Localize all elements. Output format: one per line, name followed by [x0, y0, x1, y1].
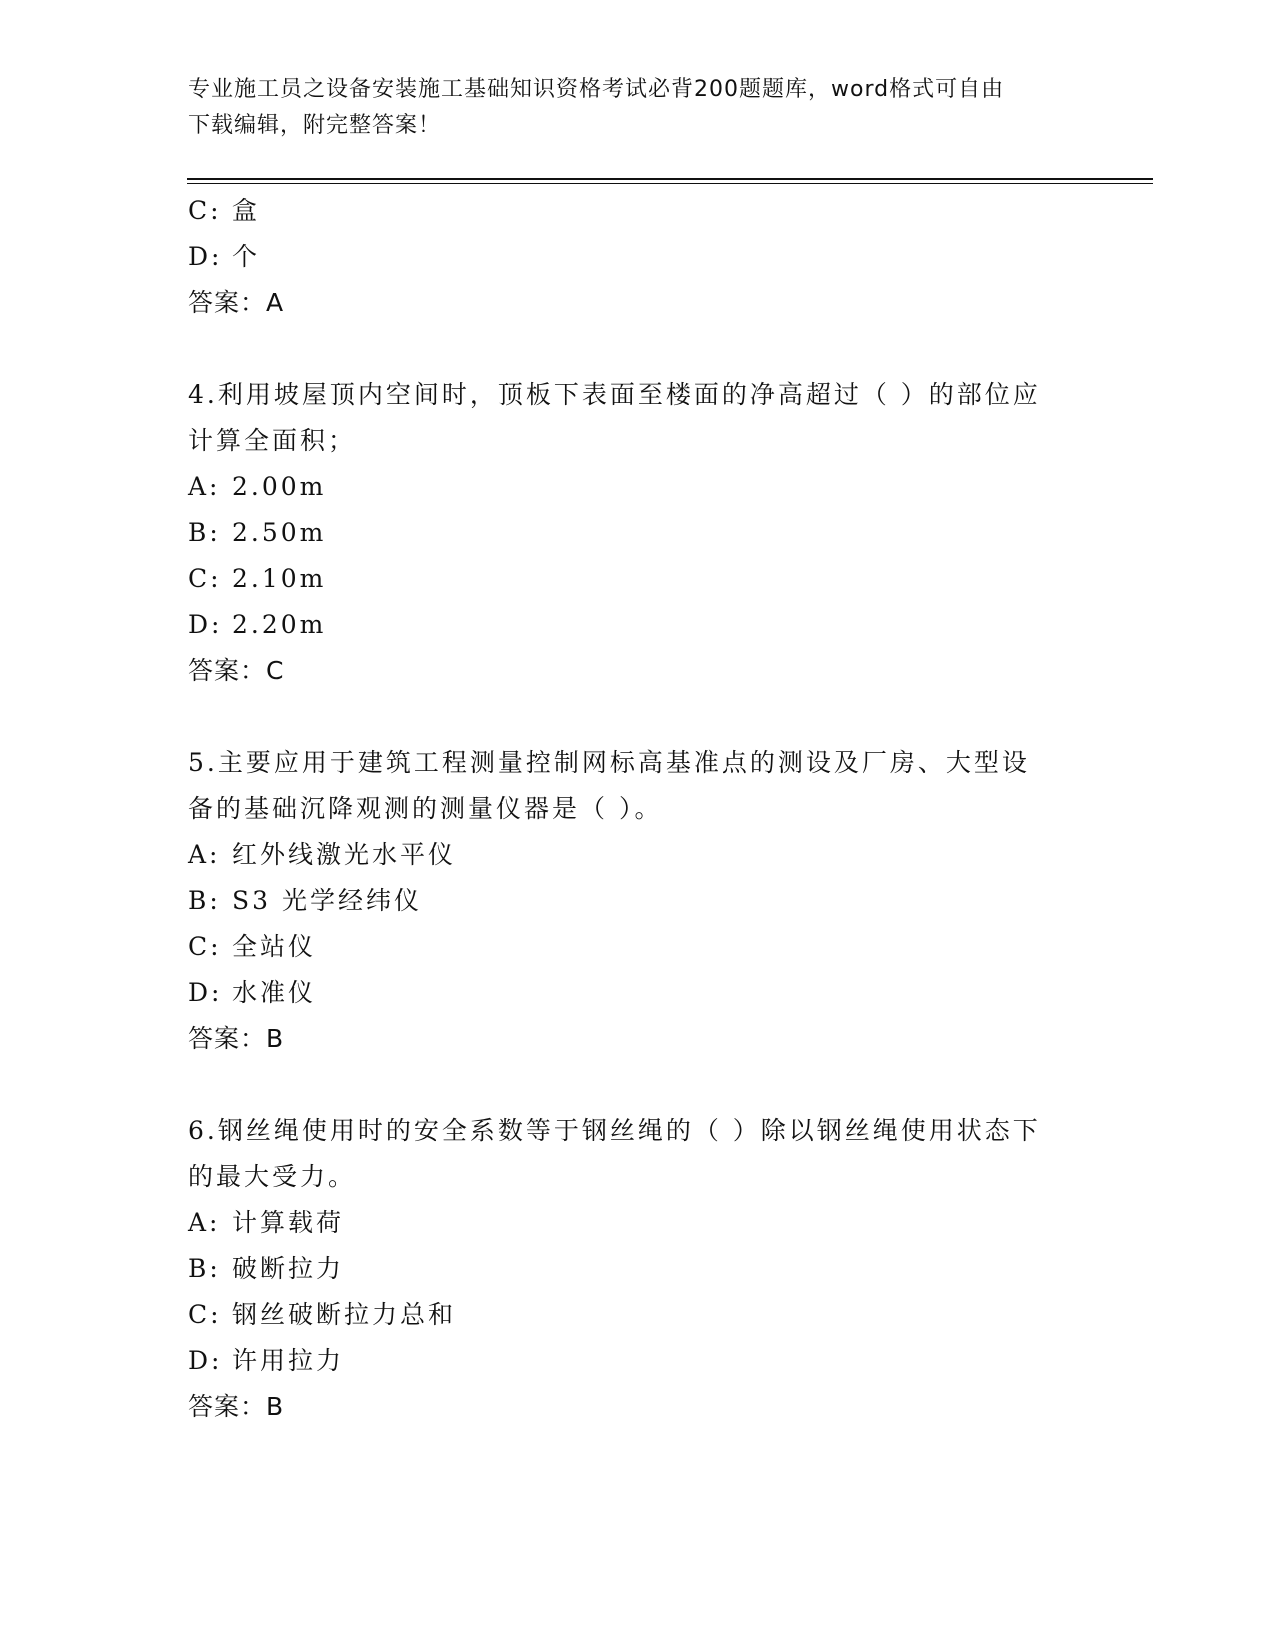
spacer	[188, 326, 1088, 372]
option-row	[188, 602, 1088, 648]
header-divider-thick	[187, 178, 1153, 180]
option-row	[188, 970, 1088, 1016]
option-letter: C:	[188, 932, 222, 961]
question-text-line-1: 4.利用坡屋顶内空间时，顶板下表面至楼面的净高超过（ ）的部位应	[188, 380, 1041, 409]
option-text: 盒	[232, 196, 261, 225]
option-letter: D:	[188, 978, 223, 1007]
option-row	[188, 556, 1088, 602]
header-title-line-1: 专业施工员之设备安装施工基础知识资格考试必背200题题库，word格式可自由	[188, 77, 1005, 102]
answer-line: 答案：B	[188, 1024, 285, 1053]
option-row	[188, 464, 1088, 510]
header-divider-thin	[187, 183, 1153, 184]
option-letter: D:	[188, 242, 223, 271]
option-row	[188, 1292, 1088, 1338]
option-letter: C:	[188, 1300, 222, 1329]
spacer	[188, 1062, 1088, 1108]
question-text-line-2: 备的基础沉降观测的测量仪器是（ ）。	[188, 794, 663, 823]
option-letter: D:	[188, 610, 223, 639]
option-text: 许用拉力	[232, 1346, 345, 1375]
header-title-line-2: 下载编辑，附完整答案！	[188, 113, 442, 138]
option-letter: B:	[188, 1254, 221, 1283]
question-block	[188, 1108, 1088, 1430]
question-text-line-2: 计算全面积；	[188, 426, 357, 455]
option-letter: A:	[188, 1208, 221, 1237]
option-row	[188, 1338, 1088, 1384]
document-header	[188, 72, 1088, 144]
option-text: 红外线激光水平仪	[232, 840, 457, 869]
question-block	[188, 372, 1088, 694]
option-text: S3 光学经纬仪	[232, 886, 422, 915]
option-letter: A:	[188, 840, 221, 869]
answer-line: 答案：C	[188, 656, 285, 685]
option-text: 钢丝破断拉力总和	[232, 1300, 457, 1329]
option-letter: C:	[188, 196, 222, 225]
option-letter: B:	[188, 518, 221, 547]
option-text: 2.00m	[232, 472, 327, 501]
option-text: 2.10m	[232, 564, 327, 593]
option-text: 破断拉力	[232, 1254, 345, 1283]
question-text-line-1: 5.主要应用于建筑工程测量控制网标高基准点的测设及厂房、大型设	[188, 748, 1030, 777]
option-letter: B:	[188, 886, 221, 915]
option-letter: D:	[188, 1346, 223, 1375]
option-row	[188, 832, 1088, 878]
option-row	[188, 188, 1088, 234]
option-row	[188, 1200, 1088, 1246]
option-text: 个	[232, 242, 261, 271]
option-text: 2.20m	[232, 610, 327, 639]
document-body	[188, 188, 1088, 1430]
option-row	[188, 1246, 1088, 1292]
option-row	[188, 878, 1088, 924]
question-text-line-1: 6.钢丝绳使用时的安全系数等于钢丝绳的（ ）除以钢丝绳使用状态下	[188, 1116, 1041, 1145]
question-block	[188, 740, 1088, 1062]
question-text-line-2: 的最大受力。	[188, 1162, 357, 1191]
spacer	[188, 694, 1088, 740]
option-text: 水准仪	[232, 978, 317, 1007]
option-row	[188, 924, 1088, 970]
option-text: 计算载荷	[232, 1208, 345, 1237]
option-text: 全站仪	[232, 932, 317, 961]
answer-line: 答案：A	[188, 288, 285, 317]
option-letter: C:	[188, 564, 222, 593]
option-letter: A:	[188, 472, 221, 501]
option-row	[188, 234, 1088, 280]
answer-line: 答案：B	[188, 1392, 285, 1421]
prev-question-options	[188, 188, 1088, 280]
option-row	[188, 510, 1088, 556]
option-text: 2.50m	[232, 518, 327, 547]
